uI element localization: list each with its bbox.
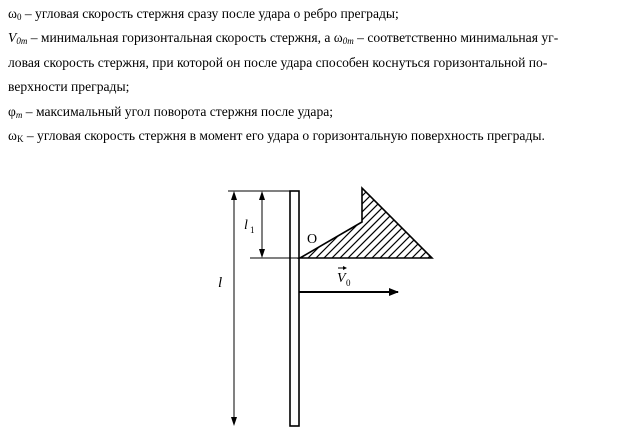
definition-text: – угловая скорость стержня сразу после удара о ребро преграды; xyxy=(21,6,399,21)
subscript: 0m xyxy=(342,36,354,47)
definition-text: – минимальная горизонтальная скорость стержня, а ω xyxy=(27,30,343,46)
definition-text: – угловая скорость стержня в момент его удара о горизонтальную поверхность преграды. xyxy=(23,128,545,144)
label-l1: l xyxy=(244,218,248,233)
subscript: 0 xyxy=(16,12,22,22)
rod xyxy=(290,191,299,426)
omega-symbol: ω xyxy=(8,6,17,21)
label-v: V xyxy=(337,271,346,286)
label-l1-sub: 1 xyxy=(250,225,255,235)
vector-overbar-tip xyxy=(343,266,347,270)
label-l: l xyxy=(218,275,223,291)
definition-text: – соответственно минимальная уг- xyxy=(353,30,559,46)
omega-symbol: ω xyxy=(8,128,17,144)
dimension-l1-arrow-bottom xyxy=(259,249,265,258)
subscript: K xyxy=(16,134,24,145)
label-v-sub: 0 xyxy=(346,278,351,288)
v-symbol: V xyxy=(8,30,17,46)
dimension-l-arrow-top xyxy=(231,191,237,200)
obstacle-wedge xyxy=(300,178,508,258)
subscript: m xyxy=(15,109,23,120)
definition-text: верхности преграды; xyxy=(8,79,130,95)
subscript: 0m xyxy=(16,36,28,47)
phi-symbol: φ xyxy=(8,103,16,119)
definition-text: – максимальный угол поворота стержня после удара; xyxy=(22,103,334,119)
label-pivot-o: O xyxy=(307,232,318,247)
dimension-l-arrow-bottom xyxy=(231,417,237,426)
definition-text: ловая скорость стержня, при которой он после удара способен коснуться горизонтальной по- xyxy=(8,54,548,70)
dimension-l1-arrow-top xyxy=(259,191,265,200)
